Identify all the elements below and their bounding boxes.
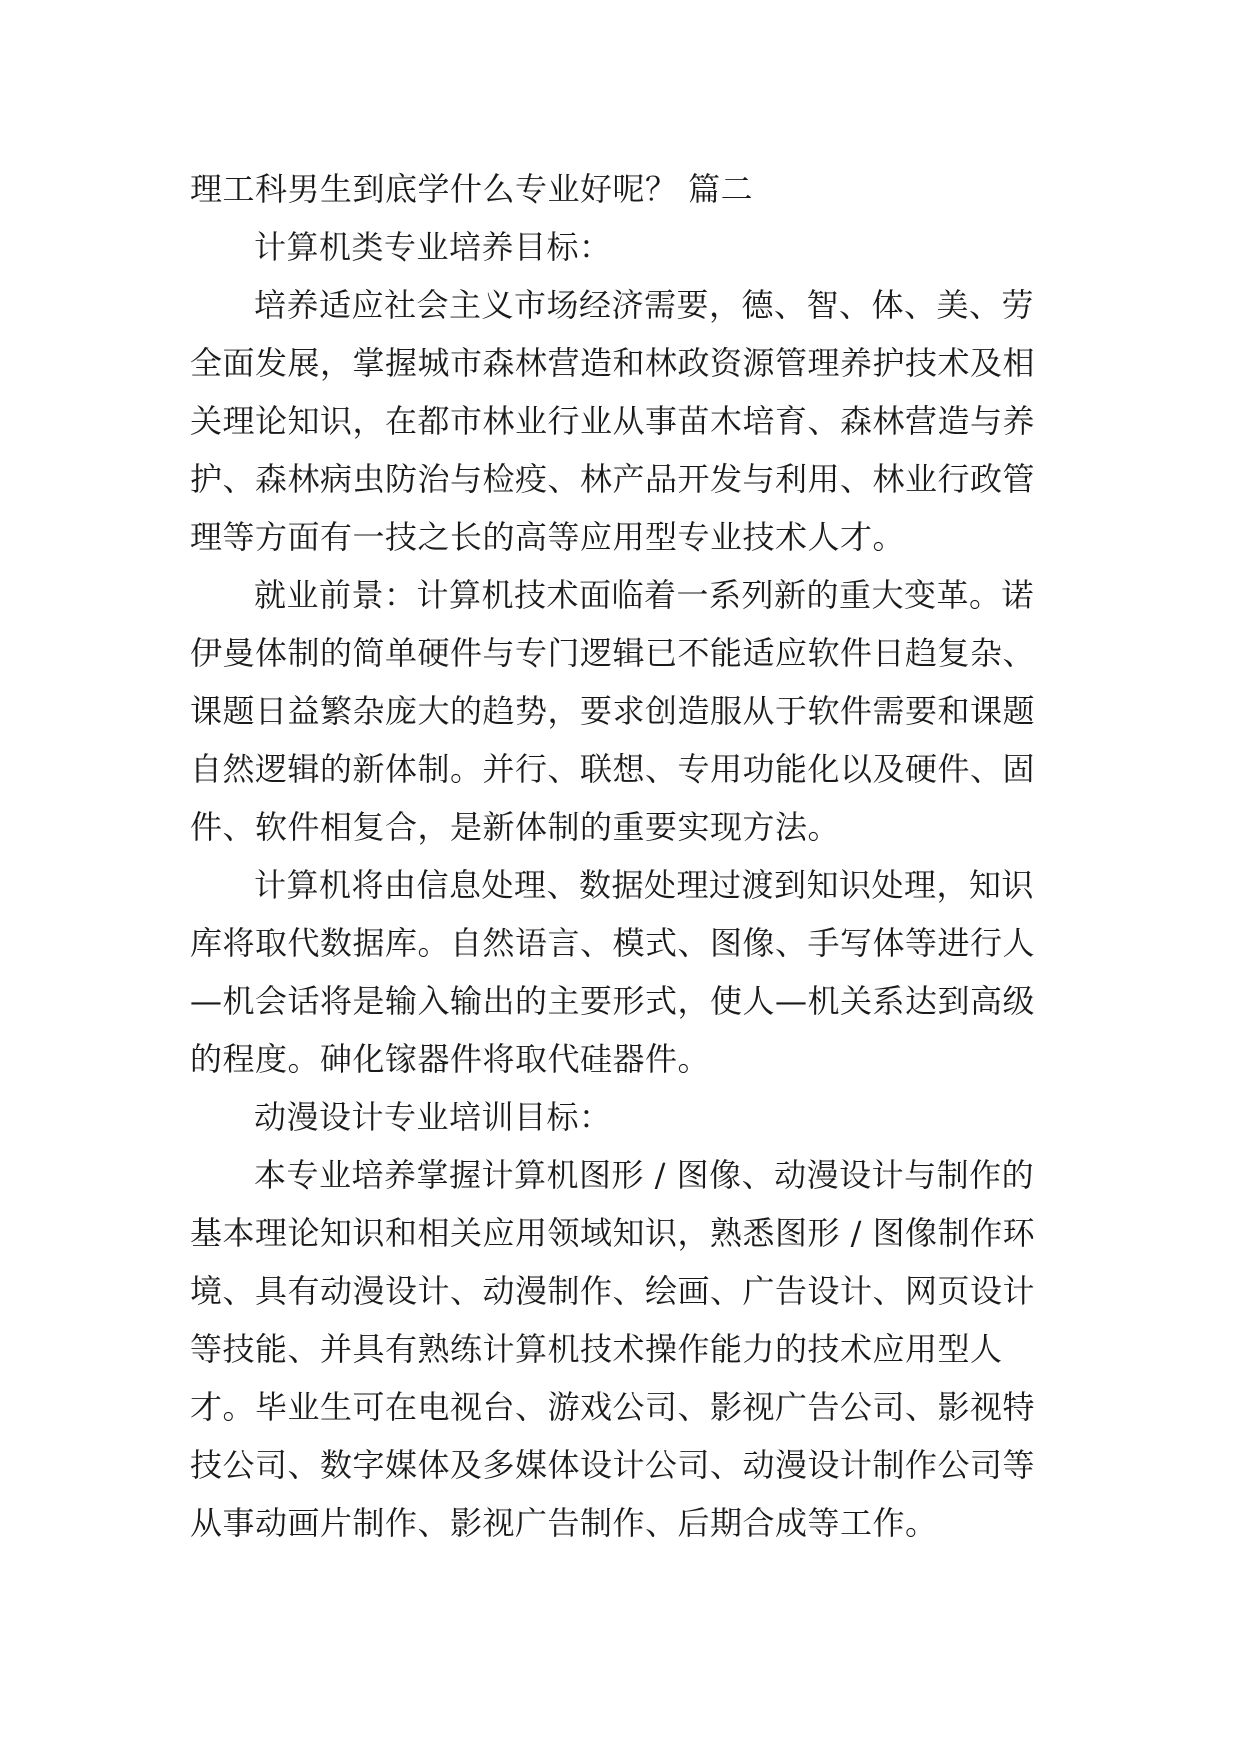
document-title: 理工科男生到底学什么专业好呢？ 篇二 bbox=[190, 170, 754, 208]
paragraph-training-goal: 培养适应社会主义市场经济需要，德、智、体、美、劳全面发展，掌握城市森林营造和林政资源管理养护技术及相关理论知识，在都市林业行业从事苗木培育、森林营造与养护、森林病虫防治与检疫、林产品开发与利用、林业行政管理等方面有一技之长的高等应用型专业技术人才。 bbox=[190, 286, 1036, 556]
paragraph-employment-prospect: 就业前景：计算机技术面临着一系列新的重大变革。诺伊曼体制的简单硬件与专门逻辑已不能适应软件日趋复杂、课题日益繁杂庞大的趋势，要求创造服从于软件需要和课题自然逻辑的新体制。并行、联想、专用功能化以及硬件、固件、软件相复合，是新体制的重要实现方法。 bbox=[190, 576, 1036, 846]
paragraph-computer-goal-heading: 计算机类专业培养目标： bbox=[254, 228, 612, 266]
paragraph-knowledge-processing: 计算机将由信息处理、数据处理过渡到知识处理，知识库将取代数据库。自然语言、模式、图像、手写体等进行人—机会话将是输入输出的主要形式，使人—机关系达到高级的程度。砷化镓器件将取代硅器件。 bbox=[190, 866, 1036, 1078]
paragraph-animation-training: 本专业培养掌握计算机图形 / 图像、动漫设计与制作的基本理论知识和相关应用领域知识，熟悉图形 / 图像制作环境、具有动漫设计、动漫制作、绘画、广告设计、网页设计等技能、并具有熟练计算机技术操作能力的技术应用型人才。毕业生可在电视台、游戏公司、影视广告公司、影视特技公司、数字媒体及多媒体设计公司、动漫设计制作公司等从事动画片制作、影视广告制作、后期合成等工作。 bbox=[190, 1156, 1036, 1542]
document-body bbox=[190, 160, 1050, 1552]
paragraph-animation-goal-heading: 动漫设计专业培训目标： bbox=[254, 1098, 612, 1136]
